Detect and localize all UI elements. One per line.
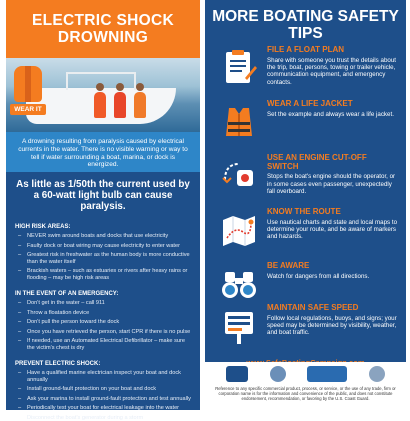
list-item: – Ask your marina to install ground-fault protection and test annually [15, 396, 191, 403]
section-heading: IN THE EVENT OF AN EMERGENCY: [15, 291, 191, 297]
list-item: – Don't get in the water – call 911 [15, 300, 191, 307]
list-item: – Have a qualified marine electrician inspect your boat and dock annually [15, 370, 191, 383]
sponsor-logos [205, 362, 406, 386]
tip-body: Stops the boat's engine should the operator, or in some cases even passenger, unexpectedly fall overboard. [267, 173, 400, 195]
sponsor-footer [205, 362, 406, 410]
electric-shock-panel [6, 0, 200, 410]
tip-heading: USE AN ENGINE CUT-OFF SWITCH [267, 154, 400, 171]
definition-blurb: A drowning resulting from paralysis caused by electrical currents in the water. There is no visible warning or way to tell if water surrounding a boat, marina, or dock is energized. [6, 132, 200, 172]
safety-tips-panel [205, 0, 406, 410]
safety-tips-header [205, 0, 406, 46]
person-figure [134, 92, 146, 118]
person-figure [114, 92, 126, 118]
tip-body: Watch for dangers from all directions. [267, 273, 400, 280]
boating-council-logo [307, 366, 347, 382]
sponsor-logo [226, 366, 248, 382]
tip-heading: WEAR A LIFE JACKET [267, 100, 400, 109]
person-figure [94, 92, 106, 118]
section-heading: PREVENT ELECTRIC SHOCK: [15, 361, 191, 367]
tip-heading: FILE A FLOAT PLAN [267, 46, 400, 55]
list-item: – Faulty dock or boat wiring may cause electricity to enter water [15, 243, 191, 250]
tip-know-route [205, 208, 406, 262]
coast-guard-seal [369, 366, 385, 382]
electric-shock-title: ELECTRIC SHOCK DROWNING [6, 12, 200, 46]
tip-heading: KNOW THE ROUTE [267, 208, 400, 217]
electric-shock-header [6, 0, 200, 58]
safety-tips-title: MORE BOATING SAFETY TIPS [205, 8, 406, 42]
disclaimer-text: Reference to any specific commercial product, process, or service, or the use of any trade, firm or corporation name is for the information and convenience of the public, and does not constitute endorsement, recommendation, or favoring by the U.S. Coast Guard. [205, 386, 406, 401]
list-item: – NEVER swim around boats and docks that use electricity [15, 233, 191, 240]
section-heading: HIGH RISK AREAS: [15, 224, 191, 230]
float-plan-icon [219, 48, 259, 88]
section-prevent [6, 354, 200, 421]
list-item: – Brackish waters – such as estuaries or rivers after heavy rains or flooding – may be high risk areas [15, 268, 191, 281]
speed-sign-icon [219, 306, 259, 346]
sponsor-seal [270, 366, 286, 382]
tip-life-jacket [205, 100, 406, 154]
tip-heading: MAINTAIN SAFE SPEED [267, 304, 400, 313]
boat-photo [6, 58, 200, 132]
tip-safe-speed [205, 304, 406, 354]
tip-body: Share with someone you trust the details about the trip, boat, persons, towing or trailer vehicle, communication equipment, and emergency contacts. [267, 57, 400, 87]
life-jacket-icon [219, 102, 259, 142]
section-emergency [6, 284, 200, 351]
wear-it-label: WEAR IT [10, 104, 46, 115]
current-stat: As little as 1/50th the current used by a 60-watt light bulb can cause paralysis. [6, 172, 200, 217]
life-vest-icon [14, 66, 42, 102]
tip-body: Use nautical charts and state and local maps to determine your route, and be aware of markers and hazards. [267, 219, 400, 241]
list-item: – Disconnect the boat's generator during a storm [15, 415, 191, 421]
list-item: – Greatest risk in freshwater as the human body is more conductive than the water itself [15, 252, 191, 265]
list-item: – Once you have retrieved the person, start CPR if there is no pulse [15, 329, 191, 336]
tip-heading: BE AWARE [267, 262, 400, 271]
tip-cutoff-switch [205, 154, 406, 208]
tip-body: Follow local regulations, buoys, and signs; your speed may be determined by visibility, weather, and boat traffic. [267, 315, 400, 337]
list-item: – If needed, use an Automated Electrical Defibrillator – make sure the victim's chest is dry [15, 338, 191, 351]
wear-it-badge [10, 66, 46, 126]
tip-be-aware [205, 262, 406, 304]
tip-float-plan [205, 46, 406, 100]
list-item: – Periodically test your boat for electrical leakage into the water [15, 405, 191, 412]
route-map-icon [219, 210, 259, 250]
section-high-risk [6, 217, 200, 281]
cutoff-switch-icon [219, 156, 259, 196]
list-item: – Install ground-fault protection on your boat and dock [15, 386, 191, 393]
list-item: – Throw a floatation device [15, 310, 191, 317]
list-item: – Don't pull the person toward the dock [15, 319, 191, 326]
tip-body: Set the example and always wear a life jacket. [267, 111, 400, 118]
binoculars-icon [219, 264, 259, 304]
